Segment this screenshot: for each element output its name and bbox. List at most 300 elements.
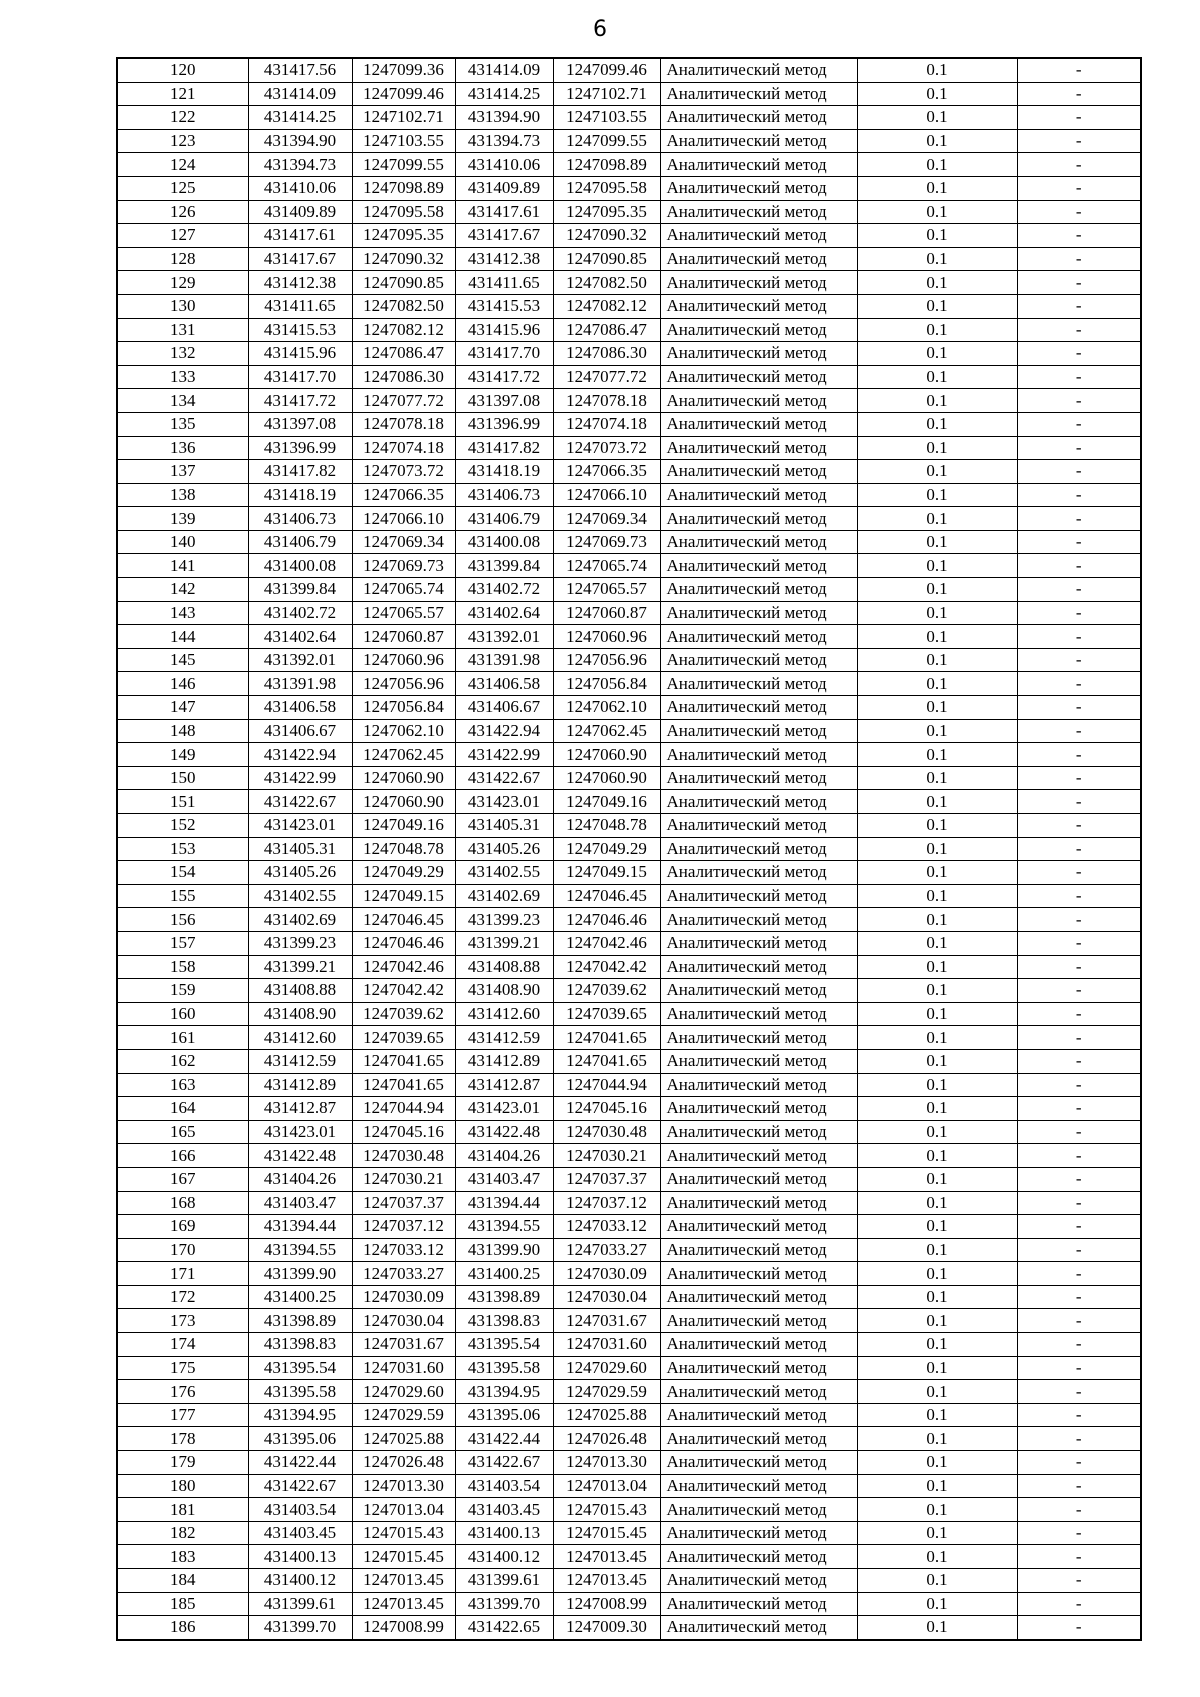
note-cell: - [1017,1427,1141,1451]
x1-cell: 431394.44 [248,1215,352,1239]
y2-cell: 1247013.04 [553,1474,660,1498]
y1-cell: 1247049.15 [352,884,455,908]
table-row [117,696,1141,720]
y1-cell: 1247102.71 [352,106,455,130]
table-row [117,271,1141,295]
y2-cell: 1247066.35 [553,460,660,484]
accuracy-cell: 0.1 [857,153,1017,177]
accuracy-cell: 0.1 [857,1545,1017,1569]
x2-cell: 431414.09 [455,58,553,82]
method-cell: Аналитический метод [660,318,857,342]
x1-cell: 431406.79 [248,530,352,554]
y2-cell: 1247037.12 [553,1191,660,1215]
note-cell: - [1017,412,1141,436]
x2-cell: 431409.89 [455,176,553,200]
y1-cell: 1247045.16 [352,1120,455,1144]
method-cell: Аналитический метод [660,601,857,625]
x2-cell: 431400.25 [455,1262,553,1286]
coordinates-table [116,57,1142,1641]
point-number-cell: 126 [117,200,248,224]
point-number-cell: 141 [117,554,248,578]
y1-cell: 1247065.74 [352,578,455,602]
note-cell: - [1017,1403,1141,1427]
accuracy-cell: 0.1 [857,1049,1017,1073]
method-cell: Аналитический метод [660,176,857,200]
point-number-cell: 167 [117,1167,248,1191]
x2-cell: 431399.21 [455,931,553,955]
point-number-cell: 140 [117,530,248,554]
x1-cell: 431414.25 [248,106,352,130]
method-cell: Аналитический метод [660,1285,857,1309]
accuracy-cell: 0.1 [857,200,1017,224]
method-cell: Аналитический метод [660,884,857,908]
point-number-cell: 159 [117,979,248,1003]
x1-cell: 431402.72 [248,601,352,625]
point-number-cell: 123 [117,129,248,153]
y1-cell: 1247062.45 [352,743,455,767]
y2-cell: 1247015.43 [553,1498,660,1522]
x2-cell: 431395.54 [455,1333,553,1357]
table-row [117,1498,1141,1522]
x1-cell: 431417.72 [248,389,352,413]
y1-cell: 1247026.48 [352,1451,455,1475]
table-row [117,1545,1141,1569]
y2-cell: 1247030.48 [553,1120,660,1144]
method-cell: Аналитический метод [660,1073,857,1097]
point-number-cell: 134 [117,389,248,413]
point-number-cell: 142 [117,578,248,602]
x1-cell: 431412.87 [248,1097,352,1121]
point-number-cell: 137 [117,460,248,484]
point-number-cell: 170 [117,1238,248,1262]
method-cell: Аналитический метод [660,814,857,838]
note-cell: - [1017,931,1141,955]
table-row [117,1474,1141,1498]
y2-cell: 1247049.15 [553,861,660,885]
accuracy-cell: 0.1 [857,1285,1017,1309]
accuracy-cell: 0.1 [857,790,1017,814]
note-cell: - [1017,955,1141,979]
x1-cell: 431412.38 [248,271,352,295]
method-cell: Аналитический метод [660,1215,857,1239]
y2-cell: 1247037.37 [553,1167,660,1191]
x2-cell: 431412.89 [455,1049,553,1073]
x2-cell: 431412.59 [455,1026,553,1050]
y1-cell: 1247037.37 [352,1191,455,1215]
y2-cell: 1247060.96 [553,625,660,649]
accuracy-cell: 0.1 [857,82,1017,106]
x2-cell: 431415.96 [455,318,553,342]
x2-cell: 431411.65 [455,271,553,295]
point-number-cell: 143 [117,601,248,625]
method-cell: Аналитический метод [660,153,857,177]
accuracy-cell: 0.1 [857,1097,1017,1121]
table-row [117,1026,1141,1050]
y2-cell: 1247095.58 [553,176,660,200]
method-cell: Аналитический метод [660,1498,857,1522]
point-number-cell: 147 [117,696,248,720]
note-cell: - [1017,200,1141,224]
y2-cell: 1247086.47 [553,318,660,342]
accuracy-cell: 0.1 [857,271,1017,295]
table-row [117,790,1141,814]
point-number-cell: 139 [117,507,248,531]
method-cell: Аналитический метод [660,1427,857,1451]
method-cell: Аналитический метод [660,106,857,130]
note-cell: - [1017,672,1141,696]
y1-cell: 1247060.96 [352,648,455,672]
y2-cell: 1247060.87 [553,601,660,625]
x1-cell: 431403.45 [248,1521,352,1545]
x2-cell: 431414.25 [455,82,553,106]
note-cell: - [1017,507,1141,531]
x1-cell: 431400.08 [248,554,352,578]
accuracy-cell: 0.1 [857,1474,1017,1498]
accuracy-cell: 0.1 [857,955,1017,979]
note-cell: - [1017,460,1141,484]
accuracy-cell: 0.1 [857,1167,1017,1191]
y1-cell: 1247060.87 [352,625,455,649]
x1-cell: 431422.44 [248,1451,352,1475]
y2-cell: 1247039.62 [553,979,660,1003]
x1-cell: 431409.89 [248,200,352,224]
x2-cell: 431399.23 [455,908,553,932]
accuracy-cell: 0.1 [857,483,1017,507]
note-cell: - [1017,1238,1141,1262]
accuracy-cell: 0.1 [857,1073,1017,1097]
x2-cell: 431405.26 [455,837,553,861]
y2-cell: 1247039.65 [553,1002,660,1026]
page-number: 6 [593,17,607,42]
y1-cell: 1247013.45 [352,1569,455,1593]
table-row [117,931,1141,955]
x1-cell: 431399.61 [248,1592,352,1616]
x1-cell: 431406.58 [248,696,352,720]
x1-cell: 431400.25 [248,1285,352,1309]
table-row [117,1309,1141,1333]
y2-cell: 1247025.88 [553,1403,660,1427]
point-number-cell: 169 [117,1215,248,1239]
point-number-cell: 153 [117,837,248,861]
table-row [117,719,1141,743]
table-row [117,578,1141,602]
table-body [117,58,1141,1640]
note-cell: - [1017,766,1141,790]
y2-cell: 1247069.34 [553,507,660,531]
method-cell: Аналитический метод [660,837,857,861]
x2-cell: 431394.95 [455,1380,553,1404]
point-number-cell: 178 [117,1427,248,1451]
table-row [117,507,1141,531]
y2-cell: 1247046.46 [553,908,660,932]
note-cell: - [1017,247,1141,271]
x1-cell: 431395.54 [248,1356,352,1380]
y2-cell: 1247041.65 [553,1026,660,1050]
method-cell: Аналитический метод [660,224,857,248]
table-row [117,1120,1141,1144]
y1-cell: 1247039.62 [352,1002,455,1026]
x2-cell: 431398.83 [455,1309,553,1333]
table-row [117,1356,1141,1380]
y2-cell: 1247042.42 [553,955,660,979]
method-cell: Аналитический метод [660,436,857,460]
note-cell: - [1017,790,1141,814]
note-cell: - [1017,1144,1141,1168]
x2-cell: 431417.82 [455,436,553,460]
point-number-cell: 160 [117,1002,248,1026]
accuracy-cell: 0.1 [857,1120,1017,1144]
accuracy-cell: 0.1 [857,1191,1017,1215]
table-row [117,648,1141,672]
y1-cell: 1247030.48 [352,1144,455,1168]
point-number-cell: 138 [117,483,248,507]
x1-cell: 431403.54 [248,1498,352,1522]
note-cell: - [1017,578,1141,602]
table-row [117,1569,1141,1593]
note-cell: - [1017,837,1141,861]
x2-cell: 431402.69 [455,884,553,908]
y2-cell: 1247029.59 [553,1380,660,1404]
y1-cell: 1247060.90 [352,766,455,790]
x1-cell: 431410.06 [248,176,352,200]
point-number-cell: 183 [117,1545,248,1569]
method-cell: Аналитический метод [660,1616,857,1640]
accuracy-cell: 0.1 [857,58,1017,82]
y1-cell: 1247013.45 [352,1592,455,1616]
x2-cell: 431402.55 [455,861,553,885]
y1-cell: 1247062.10 [352,719,455,743]
note-cell: - [1017,1073,1141,1097]
accuracy-cell: 0.1 [857,1333,1017,1357]
x1-cell: 431422.94 [248,743,352,767]
point-number-cell: 166 [117,1144,248,1168]
method-cell: Аналитический метод [660,1592,857,1616]
y1-cell: 1247013.30 [352,1474,455,1498]
y2-cell: 1247013.30 [553,1451,660,1475]
note-cell: - [1017,1215,1141,1239]
point-number-cell: 144 [117,625,248,649]
x1-cell: 431423.01 [248,814,352,838]
accuracy-cell: 0.1 [857,1380,1017,1404]
y1-cell: 1247042.42 [352,979,455,1003]
x2-cell: 431400.08 [455,530,553,554]
accuracy-cell: 0.1 [857,1309,1017,1333]
point-number-cell: 151 [117,790,248,814]
note-cell: - [1017,224,1141,248]
point-number-cell: 168 [117,1191,248,1215]
x1-cell: 431412.89 [248,1073,352,1097]
note-cell: - [1017,1002,1141,1026]
note-cell: - [1017,1521,1141,1545]
note-cell: - [1017,1049,1141,1073]
y2-cell: 1247103.55 [553,106,660,130]
accuracy-cell: 0.1 [857,625,1017,649]
x1-cell: 431399.90 [248,1262,352,1286]
y2-cell: 1247030.09 [553,1262,660,1286]
x1-cell: 431399.70 [248,1616,352,1640]
x2-cell: 431403.45 [455,1498,553,1522]
method-cell: Аналитический метод [660,294,857,318]
y1-cell: 1247095.58 [352,200,455,224]
table-row [117,412,1141,436]
x1-cell: 431417.56 [248,58,352,82]
x1-cell: 431394.55 [248,1238,352,1262]
y1-cell: 1247066.10 [352,507,455,531]
y1-cell: 1247069.73 [352,554,455,578]
x1-cell: 431417.67 [248,247,352,271]
x2-cell: 431408.90 [455,979,553,1003]
accuracy-cell: 0.1 [857,979,1017,1003]
table-row [117,58,1141,82]
accuracy-cell: 0.1 [857,1403,1017,1427]
note-cell: - [1017,82,1141,106]
x1-cell: 431406.73 [248,507,352,531]
x2-cell: 431404.26 [455,1144,553,1168]
method-cell: Аналитический метод [660,1569,857,1593]
method-cell: Аналитический метод [660,1262,857,1286]
y1-cell: 1247095.35 [352,224,455,248]
point-number-cell: 185 [117,1592,248,1616]
table-row [117,1049,1141,1073]
note-cell: - [1017,1333,1141,1357]
accuracy-cell: 0.1 [857,884,1017,908]
note-cell: - [1017,1097,1141,1121]
y2-cell: 1247046.45 [553,884,660,908]
accuracy-cell: 0.1 [857,743,1017,767]
method-cell: Аналитический метод [660,1238,857,1262]
note-cell: - [1017,625,1141,649]
method-cell: Аналитический метод [660,365,857,389]
x2-cell: 431405.31 [455,814,553,838]
y2-cell: 1247065.57 [553,578,660,602]
point-number-cell: 163 [117,1073,248,1097]
table-row [117,1403,1141,1427]
point-number-cell: 177 [117,1403,248,1427]
point-number-cell: 161 [117,1026,248,1050]
accuracy-cell: 0.1 [857,460,1017,484]
x2-cell: 431396.99 [455,412,553,436]
method-cell: Аналитический метод [660,1521,857,1545]
x2-cell: 431399.84 [455,554,553,578]
accuracy-cell: 0.1 [857,1238,1017,1262]
y2-cell: 1247062.45 [553,719,660,743]
method-cell: Аналитический метод [660,460,857,484]
table-row [117,1451,1141,1475]
y2-cell: 1247015.45 [553,1521,660,1545]
table-row [117,224,1141,248]
x1-cell: 431399.21 [248,955,352,979]
x1-cell: 431412.59 [248,1049,352,1073]
y2-cell: 1247041.65 [553,1049,660,1073]
y2-cell: 1247045.16 [553,1097,660,1121]
y2-cell: 1247029.60 [553,1356,660,1380]
y1-cell: 1247099.36 [352,58,455,82]
x1-cell: 431395.06 [248,1427,352,1451]
x2-cell: 431403.47 [455,1167,553,1191]
x2-cell: 431406.79 [455,507,553,531]
y1-cell: 1247056.96 [352,672,455,696]
point-number-cell: 136 [117,436,248,460]
table-row [117,743,1141,767]
point-number-cell: 133 [117,365,248,389]
x2-cell: 431422.44 [455,1427,553,1451]
y1-cell: 1247015.45 [352,1545,455,1569]
accuracy-cell: 0.1 [857,672,1017,696]
table-row [117,672,1141,696]
note-cell: - [1017,884,1141,908]
x2-cell: 431412.38 [455,247,553,271]
table-row [117,1592,1141,1616]
x1-cell: 431395.58 [248,1380,352,1404]
table-row [117,1144,1141,1168]
x2-cell: 431422.48 [455,1120,553,1144]
accuracy-cell: 0.1 [857,129,1017,153]
point-number-cell: 179 [117,1451,248,1475]
x2-cell: 431392.01 [455,625,553,649]
y1-cell: 1247042.46 [352,955,455,979]
note-cell: - [1017,648,1141,672]
note-cell: - [1017,318,1141,342]
x2-cell: 431422.65 [455,1616,553,1640]
accuracy-cell: 0.1 [857,1451,1017,1475]
y1-cell: 1247099.46 [352,82,455,106]
note-cell: - [1017,176,1141,200]
table-row [117,955,1141,979]
method-cell: Аналитический метод [660,271,857,295]
x2-cell: 431412.87 [455,1073,553,1097]
y2-cell: 1247044.94 [553,1073,660,1097]
x2-cell: 431415.53 [455,294,553,318]
x2-cell: 431400.13 [455,1521,553,1545]
point-number-cell: 162 [117,1049,248,1073]
method-cell: Аналитический метод [660,766,857,790]
x2-cell: 431394.73 [455,129,553,153]
table-row [117,601,1141,625]
x1-cell: 431415.53 [248,318,352,342]
accuracy-cell: 0.1 [857,247,1017,271]
method-cell: Аналитический метод [660,554,857,578]
note-cell: - [1017,1380,1141,1404]
note-cell: - [1017,389,1141,413]
table-row [117,200,1141,224]
method-cell: Аналитический метод [660,672,857,696]
note-cell: - [1017,1120,1141,1144]
y1-cell: 1247031.60 [352,1356,455,1380]
accuracy-cell: 0.1 [857,696,1017,720]
method-cell: Аналитический метод [660,342,857,366]
y1-cell: 1247015.43 [352,1521,455,1545]
y1-cell: 1247066.35 [352,483,455,507]
method-cell: Аналитический метод [660,247,857,271]
accuracy-cell: 0.1 [857,1002,1017,1026]
x2-cell: 431417.67 [455,224,553,248]
note-cell: - [1017,1545,1141,1569]
note-cell: - [1017,294,1141,318]
x2-cell: 431417.72 [455,365,553,389]
x2-cell: 431399.70 [455,1592,553,1616]
x1-cell: 431417.70 [248,365,352,389]
y2-cell: 1247074.18 [553,412,660,436]
x1-cell: 431406.67 [248,719,352,743]
table-row [117,1262,1141,1286]
note-cell: - [1017,153,1141,177]
x2-cell: 431399.90 [455,1238,553,1262]
note-cell: - [1017,129,1141,153]
y1-cell: 1247030.04 [352,1309,455,1333]
x1-cell: 431422.99 [248,766,352,790]
x1-cell: 431415.96 [248,342,352,366]
y2-cell: 1247077.72 [553,365,660,389]
